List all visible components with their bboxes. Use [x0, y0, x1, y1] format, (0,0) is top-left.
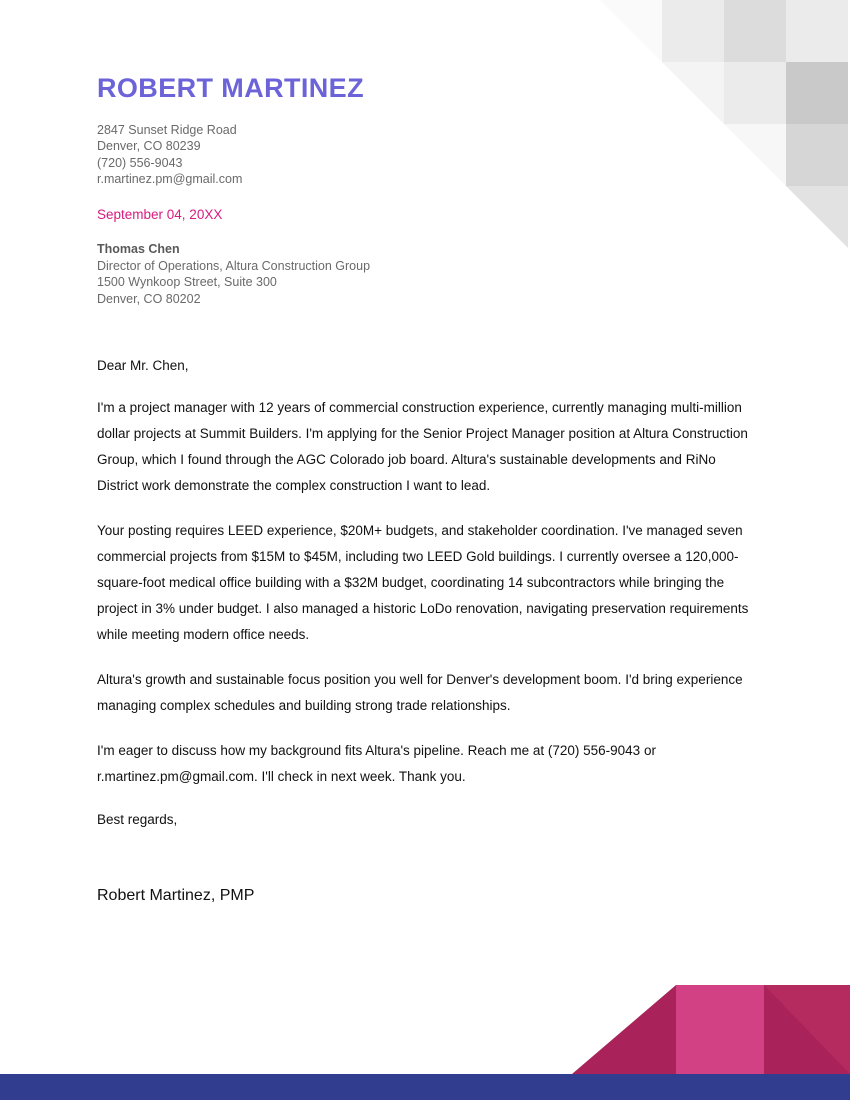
decorative-grid-cell [786, 186, 848, 248]
sender-address-block [97, 122, 757, 188]
body-paragraph: Your posting requires LEED experience, $20M+ budgets, and stakeholder coordination. I've managed seven commercial projects from $15M to $45M, including two LEED Gold buildings. I currently oversee a 120,000-square-foot medical office building with a $32M budget, coordinating 14 subcontractors while bringing the project in 3% under budget. I also managed a historic LoDo renovation, navigating preservation requirements while meeting modern office needs. [97, 523, 749, 643]
body-paragraph: Altura's growth and sustainable focus position you well for Denver's development boom. I'd bring experience managing complex schedules and building strong trade relationships. [97, 672, 743, 714]
decorative-pink-shade [764, 985, 850, 1074]
letter-content [97, 0, 757, 907]
recipient-title: Director of Operations, Altura Construction Group [97, 258, 371, 273]
recipient-city-state-zip: Denver, CO 80202 [97, 291, 201, 306]
signature-name: Robert Martinez, PMP [97, 887, 255, 905]
decorative-grid-cell [786, 0, 848, 62]
page-title: ROBERT MARTINEZ [97, 73, 364, 103]
decorative-grid-cell [786, 62, 848, 124]
letter-date: September 04, 20XX [97, 207, 223, 223]
decorative-pink-triangle [572, 985, 676, 1074]
recipient-street: 1500 Wynkoop Street, Suite 300 [97, 275, 277, 290]
recipient-name: Thomas Chen [97, 242, 180, 257]
salutation: Dear Mr. Chen, [97, 358, 189, 374]
footer-band [0, 1074, 850, 1100]
sender-street: 2847 Sunset Ridge Road [97, 122, 237, 137]
sender-phone: (720) 556-9043 [97, 155, 183, 170]
recipient-block [97, 241, 757, 307]
decorative-pink-square-right [764, 985, 850, 1074]
decorative-shape-bottom-right [572, 985, 850, 1074]
closing-line: Best regards, [97, 812, 178, 828]
sender-email: r.martinez.pm@gmail.com [97, 172, 243, 187]
decorative-grid-cell [786, 124, 848, 186]
body-paragraph: I'm eager to discuss how my background fits Altura's pipeline. Reach me at (720) 556-9043 or r.martinez.pm@gmail.com. I'll check in next week. Thank you. [97, 743, 656, 785]
body-paragraph: I'm a project manager with 12 years of commercial construction experience, currently managing multi-million dollar projects at Summit Builders. I'm applying for the Senior Project Manager position at Altura Construction Group, which I found through the AGC Colorado job board. Altura's sustainable developments and RiNo District work demonstrate the complex construction I want to lead. [97, 400, 748, 494]
decorative-pink-square [676, 985, 764, 1074]
sender-city-state-zip: Denver, CO 80239 [97, 139, 201, 154]
